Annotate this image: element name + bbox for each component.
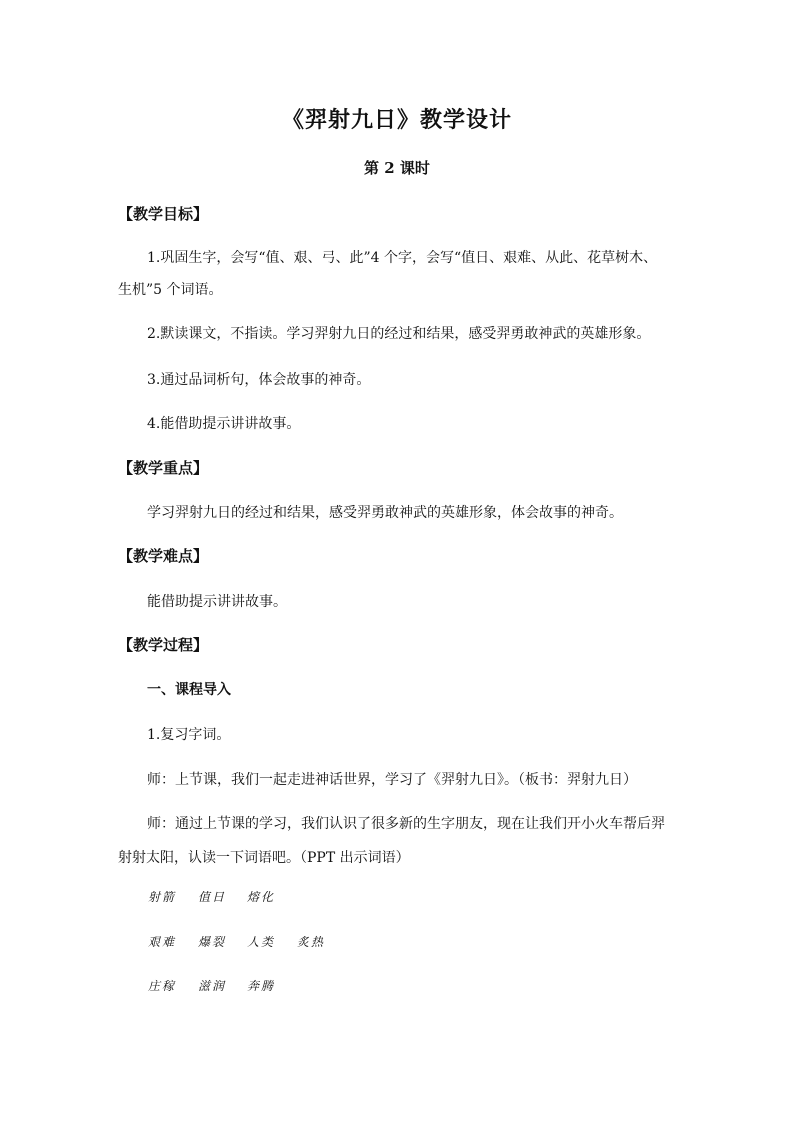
process-line-2: 师：上节课，我们一起走进神话世界，学习了《羿射九日》。（板书：羿射九日） [147, 772, 637, 788]
vocab-word: 庄稼 [148, 979, 177, 993]
lesson-number: 第 2 课时 [364, 159, 430, 177]
process-line-1: 1.复习字词。 [147, 727, 231, 743]
difficulties-text: 能借助提示讲讲故事。 [147, 594, 287, 610]
objective-2: 2.默读课文，不指读。学习羿射九日的经过和结果，感受羿勇敢神武的英雄形象。 [147, 326, 651, 342]
key-points-heading: 【教学重点】 [118, 459, 209, 477]
vocab-word: 艰难 [148, 935, 177, 949]
process-line-3: 师：通过上节课的学习，我们认识了很多新的生字朋友，现在让我们开小火车帮后羿 [147, 816, 665, 832]
objective-3: 3.通过品词析句，体会故事的神奇。 [147, 372, 371, 388]
vocab-word: 射箭 [148, 890, 177, 904]
vocab-word: 炙热 [297, 935, 326, 949]
key-points-text: 学习羿射九日的经过和结果，感受羿勇敢神武的英雄形象，体会故事的神奇。 [147, 505, 623, 521]
objectives-heading: 【教学目标】 [118, 205, 209, 223]
vocab-word: 奔腾 [247, 979, 276, 993]
process-line-3-continued: 射射太阳，认读一下词语吧。（PPT 出示词语） [118, 850, 410, 866]
vocab-word: 人类 [247, 935, 276, 949]
vocab-word: 值日 [198, 890, 227, 904]
vocab-word: 熔化 [247, 890, 276, 904]
vocab-word: 滋润 [198, 979, 227, 993]
step1-heading: 一、课程导入 [147, 682, 231, 698]
objective-1: 1.巩固生字，会写“值、艰、弓、此”4 个字，会写“值日、艰难、从此、花草树木、 [147, 250, 658, 266]
vocab-word: 爆裂 [198, 935, 227, 949]
difficulties-heading: 【教学难点】 [118, 547, 209, 565]
document-title: 《羿射九日》教学设计 [281, 107, 512, 133]
process-heading: 【教学过程】 [118, 636, 209, 654]
objective-1-continued: 生机”5 个词语。 [118, 282, 223, 298]
objective-4: 4.能借助提示讲讲故事。 [147, 416, 301, 432]
